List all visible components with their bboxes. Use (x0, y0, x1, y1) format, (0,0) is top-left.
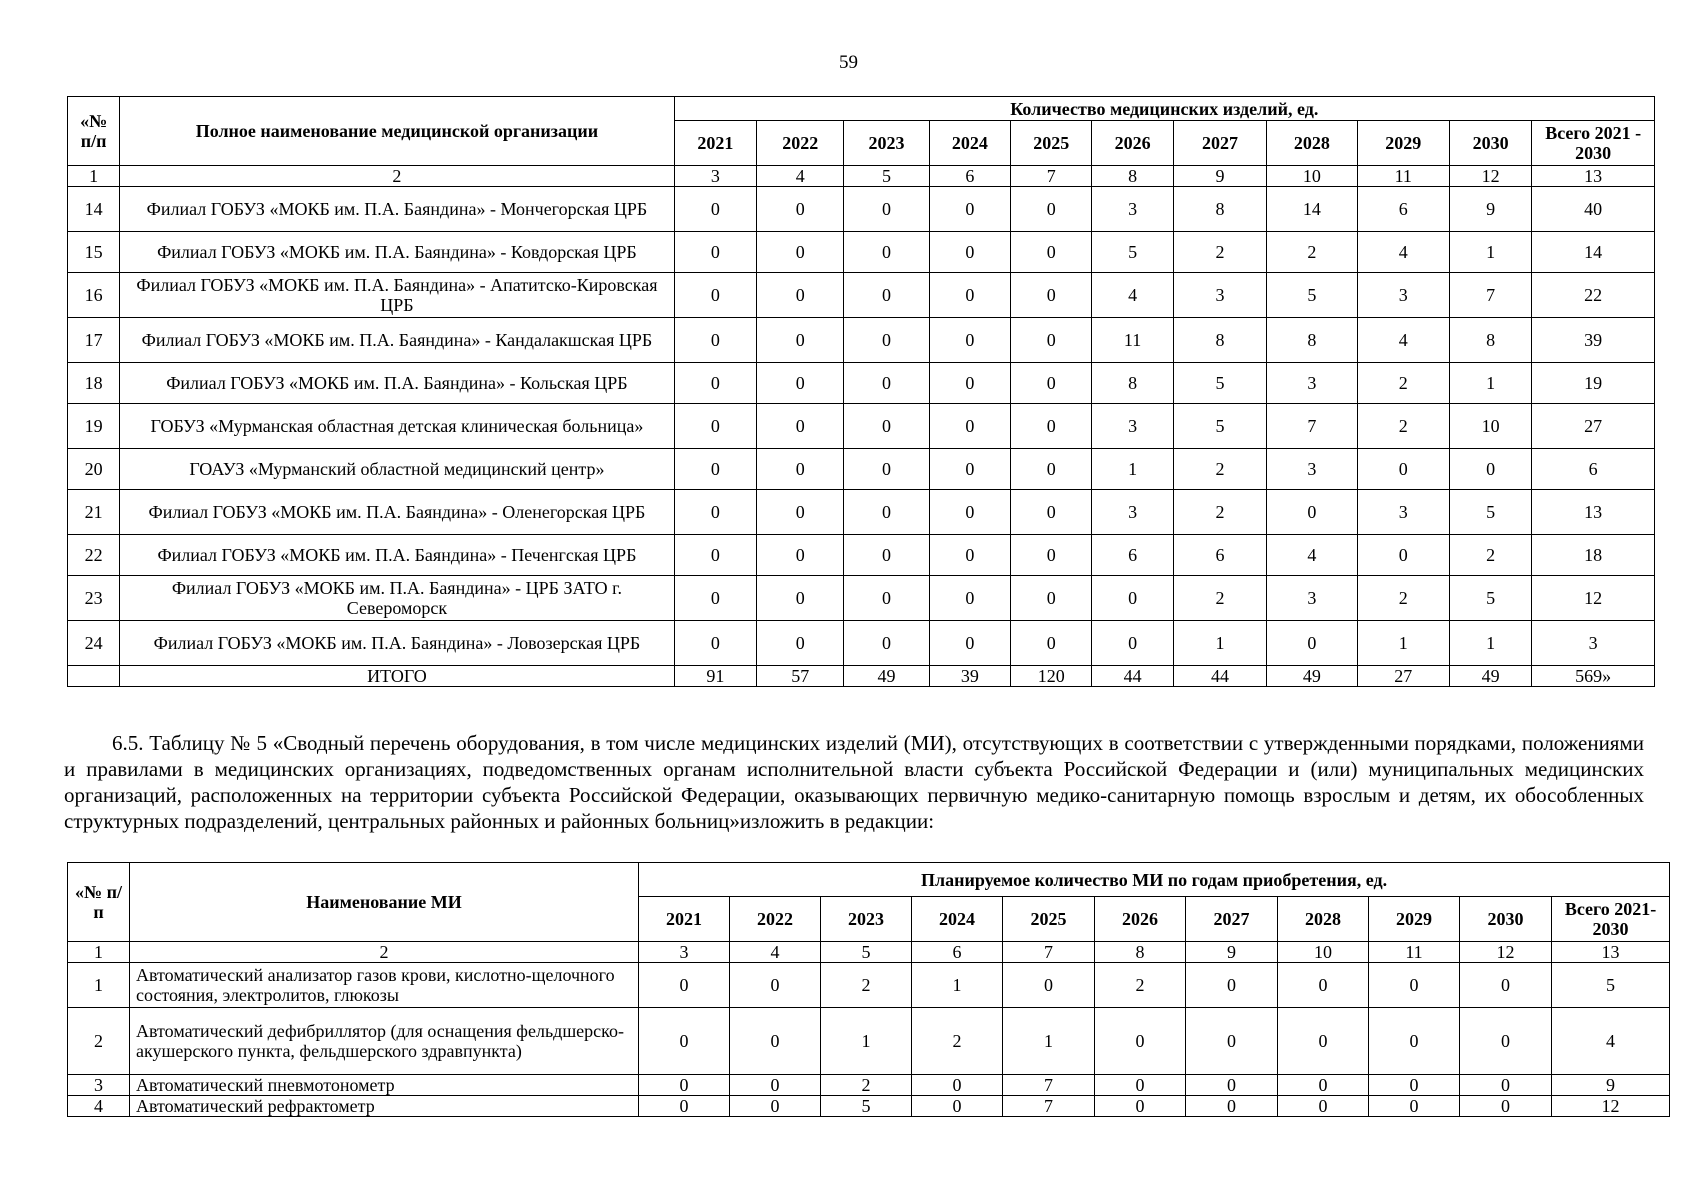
row-name: Филиал ГОБУЗ «МОКБ им. П.А. Баяндина» - Апатитско-Кировская ЦРБ (120, 273, 674, 318)
table-row (68, 576, 1655, 621)
table-row (68, 621, 1655, 666)
value-cell: 0 (1186, 1075, 1278, 1096)
value-cell: 0 (1278, 1008, 1369, 1075)
value-cell: 0 (1092, 576, 1173, 621)
value-cell: 4 (1357, 232, 1449, 273)
value-cell: 0 (1011, 621, 1092, 666)
value-cell: 7 (1003, 1075, 1095, 1096)
value-cell: 4 (1357, 318, 1449, 363)
value-cell: 0 (1267, 621, 1357, 666)
value-cell: 0 (844, 404, 929, 449)
value-cell: 0 (757, 232, 844, 273)
value-cell: 0 (929, 363, 1010, 404)
value-cell: 0 (1460, 1096, 1552, 1117)
row-number: 21 (68, 490, 120, 535)
value-cell: 6 (1357, 187, 1449, 232)
year-header: 2030 (1449, 121, 1531, 166)
column-number: 10 (1278, 942, 1369, 963)
value-cell: 1 (1092, 449, 1173, 490)
value-cell: 0 (929, 187, 1010, 232)
value-cell: 0 (1449, 449, 1531, 490)
value-cell: 0 (929, 404, 1010, 449)
value-cell: 4 (1092, 273, 1173, 318)
value-cell: 0 (674, 490, 756, 535)
column-number: 5 (821, 942, 912, 963)
value-cell: 0 (1095, 1008, 1186, 1075)
value-cell: 3 (1267, 576, 1357, 621)
value-cell: 0 (674, 449, 756, 490)
row-number: 15 (68, 232, 120, 273)
value-cell: 2 (1173, 449, 1266, 490)
value-cell: 8 (1173, 187, 1266, 232)
value-cell: 8 (1449, 318, 1531, 363)
page-number: 59 (839, 52, 858, 73)
value-cell: 0 (757, 404, 844, 449)
value-cell: 3 (1267, 449, 1357, 490)
table-row (68, 963, 1670, 1008)
group-header: Количество медицинских изделий, ед. (674, 97, 1654, 121)
year-header: 2028 (1267, 121, 1357, 166)
value-cell: 5 (821, 1096, 912, 1117)
value-cell: 7 (1449, 273, 1531, 318)
value-cell: 3 (1532, 621, 1655, 666)
row-number: 14 (68, 187, 120, 232)
equipment-list-table (67, 862, 1670, 1117)
value-cell: 5 (1173, 404, 1266, 449)
value-cell: 0 (929, 232, 1010, 273)
value-cell: 5 (1449, 490, 1531, 535)
column-number: 8 (1095, 942, 1186, 963)
total-cell: 49 (1449, 666, 1531, 687)
value-cell: 0 (1186, 963, 1278, 1008)
equipment-by-organization-table (67, 96, 1655, 687)
column-number: 9 (1173, 166, 1266, 187)
value-cell: 0 (757, 535, 844, 576)
value-cell: 0 (1011, 449, 1092, 490)
value-cell: 0 (1357, 535, 1449, 576)
row-number: 22 (68, 535, 120, 576)
value-cell: 0 (674, 404, 756, 449)
row-name: ГОАУЗ «Мурманский областной медицинский центр» (120, 449, 674, 490)
row-name: Автоматический пневмотонометр (130, 1075, 639, 1096)
total-header: Всего 2021-2030 (1552, 897, 1670, 942)
row-name: Филиал ГОБУЗ «МОКБ им. П.А. Баяндина» - Печенгская ЦРБ (120, 535, 674, 576)
column-number: 7 (1011, 166, 1092, 187)
value-cell: 0 (639, 1096, 730, 1117)
year-header: 2029 (1369, 897, 1460, 942)
value-cell: 0 (757, 621, 844, 666)
col-name-header: Полное наименование медицинской организации (120, 97, 674, 166)
table-row (68, 1075, 1670, 1096)
table-row (68, 535, 1655, 576)
row-name: Автоматический анализатор газов крови, кислотно-щелочного состояния, электролитов, глюкозы (130, 963, 639, 1008)
value-cell: 19 (1532, 363, 1655, 404)
value-cell: 1 (1357, 621, 1449, 666)
value-cell: 12 (1532, 576, 1655, 621)
value-cell: 5 (1092, 232, 1173, 273)
value-cell: 0 (929, 621, 1010, 666)
table-row (68, 490, 1655, 535)
value-cell: 0 (674, 535, 756, 576)
value-cell: 4 (1267, 535, 1357, 576)
year-header: 2023 (844, 121, 929, 166)
value-cell: 0 (1011, 404, 1092, 449)
column-number: 2 (120, 166, 674, 187)
value-cell: 3 (1267, 363, 1357, 404)
value-cell: 2 (1173, 576, 1266, 621)
table-row (68, 1008, 1670, 1075)
row-number: 19 (68, 404, 120, 449)
value-cell: 0 (844, 621, 929, 666)
value-cell: 0 (1011, 363, 1092, 404)
value-cell: 6 (1532, 449, 1655, 490)
year-header: 2025 (1003, 897, 1095, 942)
table-row (68, 273, 1655, 318)
year-header: 2024 (912, 897, 1003, 942)
column-number: 13 (1552, 942, 1670, 963)
column-number-row (68, 166, 1655, 187)
table-row (68, 404, 1655, 449)
value-cell: 40 (1532, 187, 1655, 232)
value-cell: 0 (844, 363, 929, 404)
table-row (68, 1096, 1670, 1117)
year-header: 2027 (1186, 897, 1278, 942)
value-cell: 14 (1532, 232, 1655, 273)
value-cell: 0 (844, 490, 929, 535)
value-cell: 5 (1173, 363, 1266, 404)
total-cell: 569» (1532, 666, 1655, 687)
value-cell: 0 (912, 1096, 1003, 1117)
value-cell: 39 (1532, 318, 1655, 363)
year-header: 2028 (1278, 897, 1369, 942)
value-cell: 3 (1092, 404, 1173, 449)
value-cell: 0 (757, 576, 844, 621)
column-number: 9 (1186, 942, 1278, 963)
value-cell: 0 (1011, 187, 1092, 232)
row-number: 4 (68, 1096, 130, 1117)
value-cell: 0 (674, 187, 756, 232)
value-cell: 10 (1449, 404, 1531, 449)
value-cell: 0 (1369, 1008, 1460, 1075)
row-name: Филиал ГОБУЗ «МОКБ им. П.А. Баяндина» - Ловозерская ЦРБ (120, 621, 674, 666)
value-cell: 2 (821, 1075, 912, 1096)
col-num-header: «№ п/п (68, 97, 120, 166)
total-cell: 57 (757, 666, 844, 687)
year-header: 2029 (1357, 121, 1449, 166)
column-number: 1 (68, 166, 120, 187)
value-cell: 0 (730, 1008, 821, 1075)
value-cell: 0 (639, 963, 730, 1008)
value-cell: 0 (1460, 1075, 1552, 1096)
table1-body (68, 187, 1655, 666)
total-cell: 44 (1173, 666, 1266, 687)
value-cell: 2 (1357, 363, 1449, 404)
value-cell: 1 (821, 1008, 912, 1075)
value-cell: 0 (674, 363, 756, 404)
year-header: 2022 (730, 897, 821, 942)
value-cell: 0 (929, 449, 1010, 490)
row-name: Филиал ГОБУЗ «МОКБ им. П.А. Баяндина» - ЦРБ ЗАТО г. Североморск (120, 576, 674, 621)
value-cell: 0 (1186, 1096, 1278, 1117)
value-cell: 8 (1173, 318, 1266, 363)
value-cell: 2 (1449, 535, 1531, 576)
value-cell: 0 (757, 273, 844, 318)
total-num-cell (68, 666, 120, 687)
row-number: 20 (68, 449, 120, 490)
row-name: Филиал ГОБУЗ «МОКБ им. П.А. Баяндина» - Кольская ЦРБ (120, 363, 674, 404)
value-cell: 2 (1095, 963, 1186, 1008)
value-cell: 22 (1532, 273, 1655, 318)
row-name: ГОБУЗ «Мурманская областная детская клиническая больница» (120, 404, 674, 449)
value-cell: 0 (757, 363, 844, 404)
value-cell: 1 (1449, 363, 1531, 404)
value-cell: 5 (1449, 576, 1531, 621)
value-cell: 13 (1532, 490, 1655, 535)
row-name: Филиал ГОБУЗ «МОКБ им. П.А. Баяндина» - Оленегорская ЦРБ (120, 490, 674, 535)
value-cell: 9 (1449, 187, 1531, 232)
value-cell: 0 (1460, 1008, 1552, 1075)
column-number: 8 (1092, 166, 1173, 187)
value-cell: 0 (844, 187, 929, 232)
year-header: 2022 (757, 121, 844, 166)
row-number: 16 (68, 273, 120, 318)
value-cell: 8 (1267, 318, 1357, 363)
value-cell: 0 (1011, 535, 1092, 576)
value-cell: 0 (674, 318, 756, 363)
value-cell: 0 (1011, 576, 1092, 621)
group-header: Планируемое количество МИ по годам приобретения, ед. (639, 863, 1670, 897)
value-cell: 0 (730, 963, 821, 1008)
value-cell: 3 (1173, 273, 1266, 318)
value-cell: 0 (844, 449, 929, 490)
value-cell: 0 (1095, 1096, 1186, 1117)
row-number: 1 (68, 963, 130, 1008)
value-cell: 9 (1552, 1075, 1670, 1096)
value-cell: 4 (1552, 1008, 1670, 1075)
value-cell: 0 (1186, 1008, 1278, 1075)
total-cell: 27 (1357, 666, 1449, 687)
total-cell: 91 (674, 666, 756, 687)
value-cell: 0 (1278, 963, 1369, 1008)
value-cell: 18 (1532, 535, 1655, 576)
row-name: Филиал ГОБУЗ «МОКБ им. П.А. Баяндина» - Мончегорская ЦРБ (120, 187, 674, 232)
year-header: 2023 (821, 897, 912, 942)
column-number: 6 (929, 166, 1010, 187)
total-row (68, 666, 1655, 687)
table-row (68, 232, 1655, 273)
value-cell: 6 (1173, 535, 1266, 576)
column-number: 7 (1003, 942, 1095, 963)
value-cell: 1 (1173, 621, 1266, 666)
value-cell: 0 (730, 1096, 821, 1117)
year-header: 2030 (1460, 897, 1552, 942)
value-cell: 0 (929, 318, 1010, 363)
column-number: 12 (1449, 166, 1531, 187)
col-num-header: «№ п/п (68, 863, 130, 942)
value-cell: 2 (1357, 404, 1449, 449)
row-name: Филиал ГОБУЗ «МОКБ им. П.А. Баяндина» - Кандалакшская ЦРБ (120, 318, 674, 363)
row-number: 18 (68, 363, 120, 404)
value-cell: 0 (1278, 1075, 1369, 1096)
table2-body (68, 963, 1670, 1117)
value-cell: 27 (1532, 404, 1655, 449)
value-cell: 0 (1278, 1096, 1369, 1117)
year-header: 2026 (1095, 897, 1186, 942)
value-cell: 0 (844, 232, 929, 273)
table-row (68, 187, 1655, 232)
value-cell: 5 (1267, 273, 1357, 318)
value-cell: 1 (912, 963, 1003, 1008)
total-cell: 120 (1011, 666, 1092, 687)
column-number: 3 (639, 942, 730, 963)
row-number: 24 (68, 621, 120, 666)
value-cell: 0 (929, 576, 1010, 621)
value-cell: 0 (639, 1075, 730, 1096)
year-header: 2021 (639, 897, 730, 942)
row-number: 23 (68, 576, 120, 621)
table-row (68, 363, 1655, 404)
value-cell: 14 (1267, 187, 1357, 232)
value-cell: 2 (912, 1008, 1003, 1075)
column-number: 2 (130, 942, 639, 963)
value-cell: 0 (674, 273, 756, 318)
table-row (68, 449, 1655, 490)
column-number: 6 (912, 942, 1003, 963)
value-cell: 0 (929, 535, 1010, 576)
value-cell: 8 (1092, 363, 1173, 404)
value-cell: 0 (674, 621, 756, 666)
row-number: 2 (68, 1008, 130, 1075)
value-cell: 2 (821, 963, 912, 1008)
year-header: 2024 (929, 121, 1010, 166)
value-cell: 0 (929, 273, 1010, 318)
value-cell: 0 (1095, 1075, 1186, 1096)
column-number: 10 (1267, 166, 1357, 187)
value-cell: 2 (1357, 576, 1449, 621)
value-cell: 6 (1092, 535, 1173, 576)
value-cell: 3 (1092, 490, 1173, 535)
value-cell: 0 (757, 318, 844, 363)
value-cell: 0 (1369, 963, 1460, 1008)
value-cell: 0 (730, 1075, 821, 1096)
column-number: 13 (1532, 166, 1655, 187)
value-cell: 0 (929, 490, 1010, 535)
value-cell: 0 (844, 273, 929, 318)
value-cell: 2 (1173, 490, 1266, 535)
column-number: 5 (844, 166, 929, 187)
value-cell: 0 (1011, 273, 1092, 318)
total-cell: 49 (844, 666, 929, 687)
row-number: 3 (68, 1075, 130, 1096)
total-cell: 39 (929, 666, 1010, 687)
value-cell: 0 (912, 1075, 1003, 1096)
value-cell: 12 (1552, 1096, 1670, 1117)
year-header: 2026 (1092, 121, 1173, 166)
value-cell: 0 (844, 535, 929, 576)
value-cell: 0 (639, 1008, 730, 1075)
value-cell: 5 (1552, 963, 1670, 1008)
value-cell: 0 (1011, 318, 1092, 363)
value-cell: 0 (844, 576, 929, 621)
row-name: Филиал ГОБУЗ «МОКБ им. П.А. Баяндина» - Ковдорская ЦРБ (120, 232, 674, 273)
value-cell: 0 (1011, 232, 1092, 273)
total-header: Всего 2021 - 2030 (1532, 121, 1655, 166)
value-cell: 0 (1369, 1075, 1460, 1096)
value-cell: 0 (674, 576, 756, 621)
value-cell: 0 (757, 449, 844, 490)
value-cell: 0 (1357, 449, 1449, 490)
row-name: Автоматический рефрактометр (130, 1096, 639, 1117)
value-cell: 0 (674, 232, 756, 273)
value-cell: 0 (844, 318, 929, 363)
value-cell: 3 (1357, 273, 1449, 318)
value-cell: 0 (1460, 963, 1552, 1008)
value-cell: 11 (1092, 318, 1173, 363)
value-cell: 1 (1449, 232, 1531, 273)
column-number: 4 (730, 942, 821, 963)
year-header: 2025 (1011, 121, 1092, 166)
value-cell: 1 (1003, 1008, 1095, 1075)
value-cell: 0 (1267, 490, 1357, 535)
row-name: Автоматический дефибриллятор (для оснащения фельдшерско-акушерского пункта, фельдшерского здравпункта) (130, 1008, 639, 1075)
value-cell: 7 (1267, 404, 1357, 449)
total-cell: 44 (1092, 666, 1173, 687)
year-header: 2021 (674, 121, 756, 166)
column-number: 4 (757, 166, 844, 187)
value-cell: 0 (1369, 1096, 1460, 1117)
year-header: 2027 (1173, 121, 1266, 166)
value-cell: 0 (1003, 963, 1095, 1008)
value-cell: 0 (757, 187, 844, 232)
col-name-header: Наименование МИ (130, 863, 639, 942)
value-cell: 1 (1449, 621, 1531, 666)
column-number: 3 (674, 166, 756, 187)
column-number-row (68, 942, 1670, 963)
column-number: 12 (1460, 942, 1552, 963)
table-row (68, 318, 1655, 363)
value-cell: 7 (1003, 1096, 1095, 1117)
total-cell: 49 (1267, 666, 1357, 687)
amendment-paragraph: 6.5. Таблицу № 5 «Сводный перечень оборудования, в том числе медицинских изделий (МИ), отсутствующих в соответствии с утвержденными порядками, положениями и правилами в медицинских организациях, подведомственных органам исполнительной власти субъекта Российской Федерации и (или) муниципальных медицинских организаций, расположенных на территории субъекта Российской Федерации, оказывающих первичную медико-санитарную помощь взрослым и детям, их обособленных структурных подразделений, центральных районных и районных больниц»изложить в редакции: (64, 731, 1644, 833)
value-cell: 3 (1357, 490, 1449, 535)
value-cell: 3 (1092, 187, 1173, 232)
value-cell: 2 (1267, 232, 1357, 273)
column-number: 1 (68, 942, 130, 963)
column-number: 11 (1357, 166, 1449, 187)
total-label: ИТОГО (120, 666, 674, 687)
value-cell: 0 (1092, 621, 1173, 666)
row-number: 17 (68, 318, 120, 363)
value-cell: 0 (1011, 490, 1092, 535)
column-number: 11 (1369, 942, 1460, 963)
value-cell: 0 (757, 490, 844, 535)
value-cell: 2 (1173, 232, 1266, 273)
